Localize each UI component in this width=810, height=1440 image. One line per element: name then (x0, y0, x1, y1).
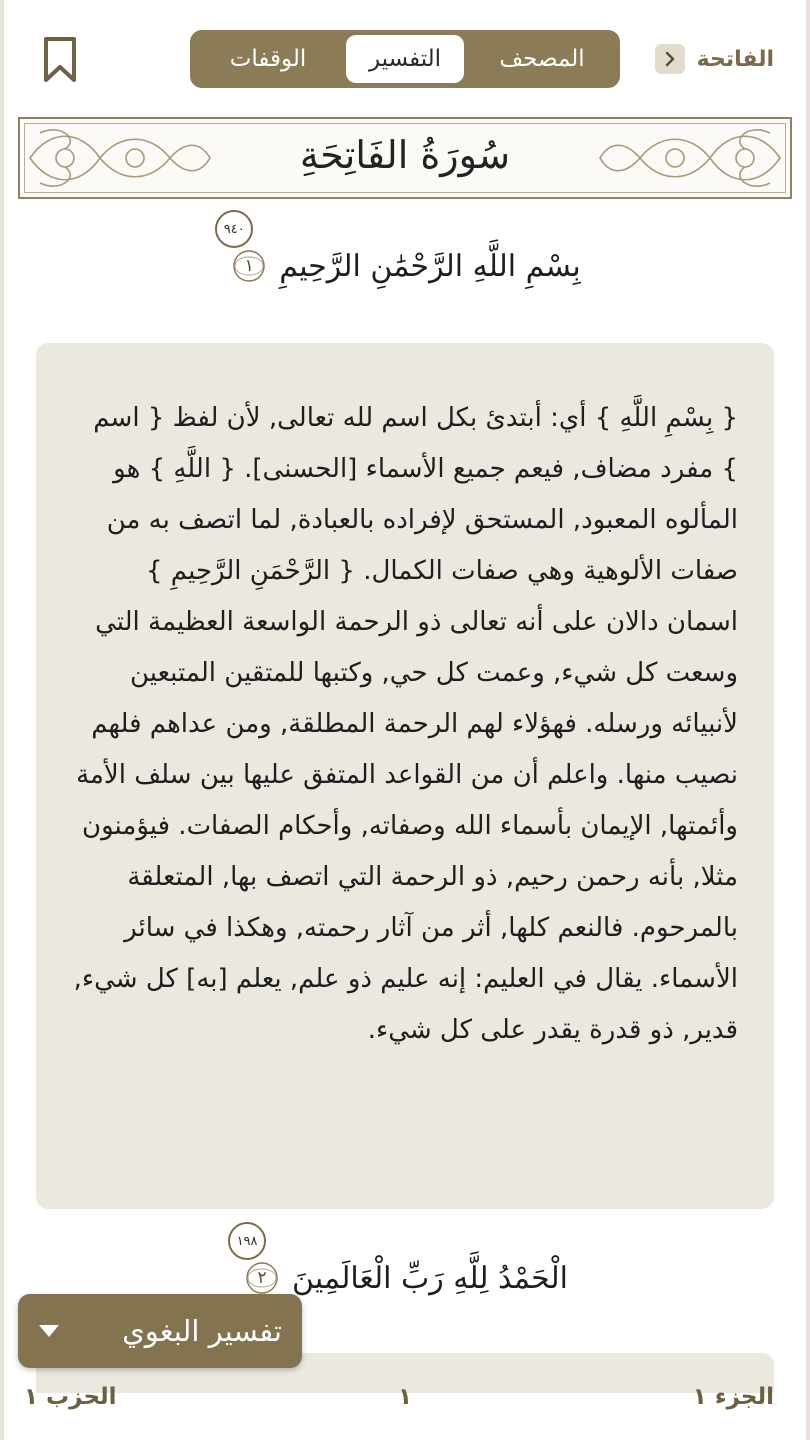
caret-down-icon (38, 1324, 60, 1338)
tafsir-source-label: تفسير البغوي (122, 1314, 282, 1348)
page-number: ١ (397, 1384, 413, 1410)
ayah-text: الْحَمْدُ لِلَّهِ رَبِّ الْعَالَمِينَ (292, 1260, 568, 1296)
chevron-right-icon (655, 44, 685, 74)
ayah-number: ٢ (257, 1268, 267, 1288)
hizb-label: الحزب ١ (24, 1384, 117, 1410)
tab-mushaf[interactable]: المصحف (499, 46, 585, 72)
bookmark-icon (42, 36, 78, 84)
surah-title: سُورَةُ الفَاتِحَةِ (299, 133, 511, 177)
page-footer (0, 1378, 810, 1422)
surah-nav-label: الفاتحة (696, 46, 774, 72)
tafsir-card (36, 343, 774, 1209)
surah-nav-button[interactable] (655, 38, 774, 80)
ayah-line[interactable] (0, 221, 810, 286)
top-bar (0, 0, 810, 112)
bookmark-button[interactable] (36, 32, 84, 88)
ayah-number-marker (223, 221, 269, 286)
tafsir-source-dropdown[interactable] (18, 1294, 302, 1368)
tab-waqafat[interactable]: الوقفات (229, 46, 307, 72)
ayah-count-badge: ٩٤٠ (215, 210, 253, 248)
ayah-number: ١ (244, 256, 254, 276)
page-edge-right (806, 0, 810, 1440)
ayah-number-marker (236, 1233, 282, 1298)
tafsir-text: { بِسْمِ اللَّهِ } أي: أبتدئ بكل اسم لله تعالى, لأن لفظ { اسم } مفرد مضاف, فيعم جميع الأسماء [الحسنى]. { اللَّهِ } هو المألوه المعبود, المستحق لإفراده بالعبادة, لما اتصف به من صفات الألوهية وهي صفات الكمال. { الرَّحْمَنِ الرَّحِيمِ } اسمان دالان على أنه تعالى ذو الرحمة الواسعة العظيمة التي وسعت كل شيء, وعمت كل حي, وكتبها للمتقين المتبعين لأنبيائه ورسله. فهؤلاء لهم الرحمة المطلقة, ومن عداهم فلهم نصيب منها. واعلم أن من القواعد المتفق عليها بين سلف الأمة وأئمتها, الإيمان بأسماء الله وصفاته, وأحكام الصفات. فيؤمنون مثلا, بأنه رحمن رحيم, ذو الرحمة التي اتصف بها, المتعلقة بالمرحوم. فالنعم كلها, أثر من آثار رحمته, وهكذا في سائر الأسماء. يقال في العليم: إنه عليم ذو علم, يعلم [به] كل شيء, قدير, ذو قدرة يقدر على كل شيء. (73, 403, 738, 1045)
ayah-count-badge: ١٩٨ (228, 1222, 266, 1260)
ayah-text: بِسْمِ اللَّهِ الرَّحْمَٰنِ الرَّحِيمِ (279, 248, 581, 284)
ayah-line[interactable] (0, 1233, 810, 1298)
surah-banner (18, 117, 792, 199)
tab-tafsir[interactable]: التفسير (346, 35, 464, 83)
juz-label: الجزء ١ (692, 1384, 774, 1410)
page-edge-left (0, 0, 4, 1440)
view-mode-tabs (190, 30, 620, 88)
